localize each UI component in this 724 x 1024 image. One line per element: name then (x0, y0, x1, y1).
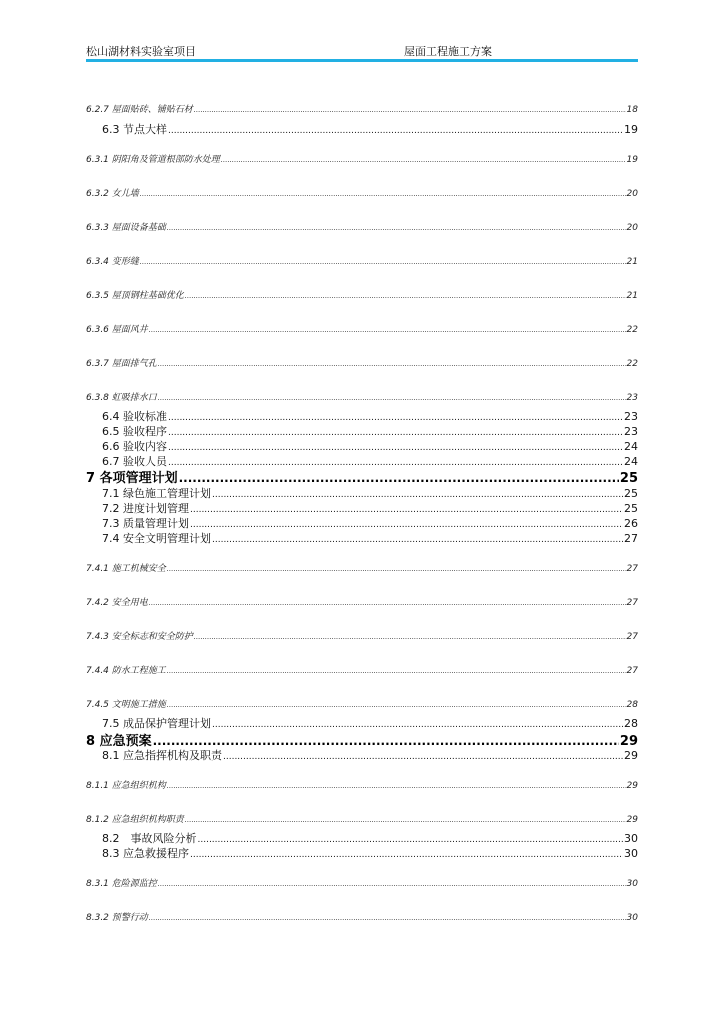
toc-leader (168, 440, 623, 453)
toc-entry-page: 21 (626, 257, 638, 267)
toc-leader (149, 598, 626, 608)
toc-leader (223, 749, 623, 762)
toc-entry-label: 7.4.2 安全用电 (86, 598, 148, 608)
toc-leader (168, 425, 623, 438)
toc-entry[interactable] (86, 102, 638, 115)
toc-entry-page: 27 (626, 666, 638, 676)
toc-leader (168, 410, 623, 423)
toc-entry-label: 7.1 绿色施工管理计划 (102, 487, 211, 500)
toc-entry[interactable] (102, 438, 638, 454)
toc-leader (140, 189, 626, 199)
toc-entry-label: 6.3.7 屋面排气孔 (86, 359, 157, 369)
toc-leader (158, 393, 626, 403)
toc-entry-page: 20 (626, 223, 638, 233)
toc-entry-label: 6.7 验收人员 (102, 455, 167, 468)
toc-entry-label: 8.1 应急指挥机构及职责 (102, 749, 222, 762)
toc-leader (167, 223, 626, 233)
toc-entry[interactable] (102, 500, 638, 516)
toc-entry[interactable] (86, 390, 638, 403)
toc-entry-page: 22 (626, 359, 638, 369)
toc-entry-label: 8.2 事故风险分析 (102, 832, 197, 845)
toc-entry-page: 27 (626, 632, 638, 642)
toc-entry-page: 29 (626, 815, 638, 825)
toc-entry-label: 7.4.3 安全标志和安全防护 (86, 632, 193, 642)
toc-leader (149, 913, 626, 923)
toc-entry[interactable] (86, 876, 638, 889)
toc-entry-label: 6.3.8 虹吸排水口 (86, 393, 157, 403)
header-document-title: 屋面工程施工方案 (404, 45, 492, 58)
toc-entry-label: 8 应急预案 (86, 734, 152, 749)
toc-leader (167, 700, 626, 710)
toc-leader (190, 847, 623, 860)
toc-entry-page: 29 (626, 781, 638, 791)
toc-entry[interactable] (102, 515, 638, 531)
toc-entry-label: 6.5 验收程序 (102, 425, 167, 438)
toc-entry-page: 19 (626, 155, 638, 165)
toc-entry-label: 6.4 验收标准 (102, 410, 167, 423)
toc-entry-label: 7.4.5 文明施工措施 (86, 700, 166, 710)
page-header (86, 40, 638, 60)
toc-entry[interactable] (86, 910, 638, 923)
toc-entry-page: 18 (626, 105, 638, 115)
toc-entry[interactable] (86, 697, 638, 710)
toc-entry-page: 27 (626, 564, 638, 574)
toc-entry-label: 6.3.3 屋面设备基础 (86, 223, 166, 233)
toc-entry-page: 26 (624, 517, 638, 530)
toc-entry-page: 24 (624, 440, 638, 453)
toc-entry-page: 22 (626, 325, 638, 335)
toc-entry[interactable] (102, 830, 638, 846)
toc-leader (198, 832, 624, 845)
toc-entry[interactable] (102, 845, 638, 861)
toc-entry-label: 8.3 应急救援程序 (102, 847, 189, 860)
toc-leader (221, 155, 626, 165)
toc-leader (158, 879, 626, 889)
toc-entry[interactable] (102, 121, 638, 137)
toc-entry[interactable] (86, 663, 638, 676)
toc-entry-label: 7.3 质量管理计划 (102, 517, 189, 530)
toc-entry-page: 30 (624, 832, 638, 845)
toc-entry[interactable] (86, 220, 638, 233)
toc-leader (140, 257, 626, 267)
toc-entry-page: 30 (624, 847, 638, 860)
toc-entry[interactable] (86, 186, 638, 199)
toc-entry[interactable] (86, 561, 638, 574)
toc-leader (167, 564, 626, 574)
toc-entry-page: 25 (619, 471, 638, 486)
toc-entry[interactable] (102, 747, 638, 763)
toc-leader (212, 532, 623, 545)
toc-entry-page: 25 (624, 487, 638, 500)
toc-entry-label: 7.4.4 防水工程施工 (86, 666, 166, 676)
toc-entry-label: 7.4 安全文明管理计划 (102, 532, 211, 545)
toc-entry-page: 25 (624, 502, 638, 515)
toc-entry-label: 7.4.1 施工机械安全 (86, 564, 166, 574)
toc-entry-page: 28 (626, 700, 638, 710)
toc-leader (149, 325, 626, 335)
toc-entry-page: 21 (626, 291, 638, 301)
toc-entry-label: 7.2 进度计划管理 (102, 502, 189, 515)
toc-entry[interactable] (86, 629, 638, 642)
toc-entry-page: 30 (626, 913, 638, 923)
toc-entry[interactable] (86, 356, 638, 369)
toc-entry[interactable] (102, 408, 638, 424)
toc-leader (167, 666, 626, 676)
toc-entry-page: 27 (624, 532, 638, 545)
toc-entry[interactable] (86, 812, 638, 825)
toc-entry-page: 30 (626, 879, 638, 889)
toc-entry[interactable] (102, 715, 638, 731)
toc-leader (212, 717, 623, 730)
toc-entry-chapter[interactable] (86, 467, 638, 486)
toc-entry[interactable] (86, 322, 638, 335)
toc-leader (158, 359, 626, 369)
toc-leader (194, 632, 626, 642)
header-project-name: 松山湖材料实验室项目 (86, 45, 196, 58)
toc-leader (212, 487, 623, 500)
toc-entry-label: 6.3.2 女儿墙 (86, 189, 139, 199)
toc-entry-label: 8.3.1 危险源监控 (86, 879, 157, 889)
toc-entry-label: 6.2.7 屋面贴砖、铺贴石材 (86, 105, 193, 115)
toc-leader (179, 471, 619, 486)
toc-entry-page: 27 (626, 598, 638, 608)
toc-entry-label: 7 各项管理计划 (86, 471, 178, 486)
toc-entry-label: 7.5 成品保护管理计划 (102, 717, 211, 730)
toc-entry-page: 19 (624, 123, 638, 136)
toc-entry-page: 23 (624, 425, 638, 438)
toc-entry-label: 6.3.1 阴阳角及管道根部防水处理 (86, 155, 220, 165)
toc-entry-label: 6.3.6 屋面风井 (86, 325, 148, 335)
toc-leader (185, 291, 626, 301)
toc-entry[interactable] (86, 778, 638, 791)
toc-entry-page: 20 (626, 189, 638, 199)
toc-leader (190, 502, 623, 515)
toc-entry-page: 23 (626, 393, 638, 403)
toc-entry-label: 6.6 验收内容 (102, 440, 167, 453)
toc-entry-page: 29 (619, 734, 638, 749)
toc-entry-label: 6.3.4 变形缝 (86, 257, 139, 267)
toc-entry-page: 23 (624, 410, 638, 423)
toc-entry[interactable] (86, 595, 638, 608)
toc-leader (167, 781, 626, 791)
toc-leader (168, 123, 623, 136)
toc-leader (190, 517, 623, 530)
toc-entry[interactable] (86, 254, 638, 267)
toc-entry-label: 6.3.5 屋顶钢柱基础优化 (86, 291, 184, 301)
toc-entry[interactable] (102, 485, 638, 501)
toc-entry-page: 24 (624, 455, 638, 468)
header-divider (86, 59, 638, 62)
toc-leader (194, 105, 626, 115)
toc-entry-label: 8.1.1 应急组织机构 (86, 781, 166, 791)
toc-entry-label: 8.1.2 应急组织机构职责 (86, 815, 184, 825)
toc-entry[interactable] (86, 152, 638, 165)
toc-entry-label: 8.3.2 预警行动 (86, 913, 148, 923)
toc-entry-label: 6.3 节点大样 (102, 123, 167, 136)
toc-entry-page: 28 (624, 717, 638, 730)
toc-entry[interactable] (102, 423, 638, 439)
toc-entry-page: 29 (624, 749, 638, 762)
toc-entry[interactable] (102, 530, 638, 546)
toc-leader (185, 815, 626, 825)
toc-entry[interactable] (86, 288, 638, 301)
